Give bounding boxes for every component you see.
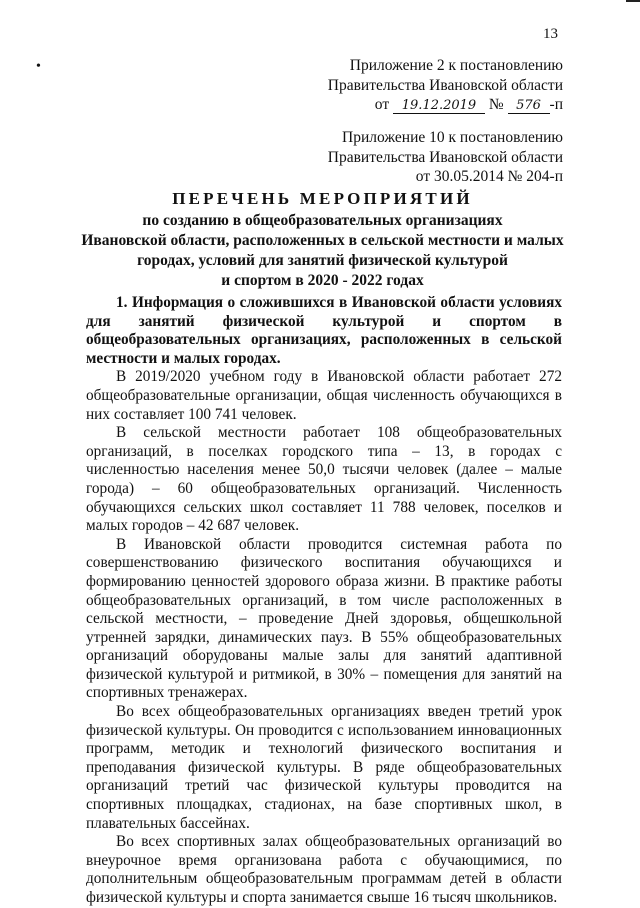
paragraph: В 2019/2020 учебном году в Ивановской области работает 272 общеобразовательные организации, общая численность обучающихся в них составляет 100 741 человек. [86, 368, 562, 423]
appendix-10-block [328, 128, 563, 187]
scan-dot-mark: • [36, 59, 41, 74]
appendix-10-line2: Правительства Ивановской области [327, 148, 563, 166]
appendix-2-line2: Правительства Ивановской области [327, 76, 563, 94]
title-line-3: городах, условий для занятий физической культурой [137, 252, 508, 269]
handwritten-number: 576 [508, 98, 550, 114]
number-suffix: -п [549, 96, 563, 113]
scan-edge-mark [626, 0, 640, 2]
paragraph: В Ивановской области проводится системная работа по совершенствованию физического воспитания обучающихся и формированию ценностей здорового образа жизни. В практике работы общеобразовательных организаций, в том числе расположенных в сельской местности, – проведение Дней здоровья, общешкольной утренней зарядки, динамических пауз. В 55% общеобразовательных организаций оборудованы малые залы для занятий адаптивной физической культурой и ритмикой, в 30% – помещения для занятий на спортивных тренажерах. [86, 535, 562, 702]
appendix-10-line3: от 30.05.2014 № 204-п [415, 168, 563, 185]
page-number: 13 [543, 26, 558, 42]
paragraph: Во всех спортивных залах общеобразовательных организаций во внеурочное время организована работа с обучающимися, по дополнительным общеобразовательным программам детей в области физической культуры и спорта занимается свыше 16 тысяч школьников. [86, 833, 562, 906]
appendix-10-line1: Приложение 10 к постановлению [342, 129, 563, 146]
section-heading: 1. Информация о сложившихся в Ивановской области условиях для занятий физической культурой и спортом в общеобразовательных организациях, расположенных в сельской местности и малых городах. [86, 294, 562, 367]
title-line-2: Ивановской области, расположенных в сельской местности и малых [81, 232, 564, 249]
appendix-2-block [328, 56, 563, 115]
title-main: ПЕРЕЧЕНЬ МЕРОПРИЯТИЙ [172, 189, 473, 208]
number-label: № [488, 96, 504, 113]
handwritten-date: 19.12.2019 [393, 98, 485, 114]
paragraph: Во всех общеобразовательных организациях введен третий урок физической культуры. Он проводится с использованием инновационных программ, методик и технологий физического воспитания и преподавания физической культуры. В ряде общеобразовательных организаций третий час физической культуры проводится на спортивных площадках, стадионах, на базе спортивных школ, в плавательных бассейнах. [86, 703, 562, 832]
title-line-1: по созданию в общеобразовательных организациях [142, 212, 503, 229]
title-line-4: и спортом в 2020 - 2022 годах [221, 272, 424, 289]
appendix-2-line1: Приложение 2 к постановлению [349, 57, 563, 74]
paragraph: В сельской местности работает 108 общеобразовательных организаций, в поселках городского типа – 13, в городах с численностью населения менее 50,0 тысячи человек (далее – малые города) – 60 общеобразовательных организаций. Численность обучающихся сельских школ составляет 11 788 человек, поселков и малых городов – 42 687 человек. [86, 424, 562, 535]
document-body [86, 294, 562, 908]
appendix-2-date-line [328, 95, 563, 115]
from-label: от [374, 96, 390, 113]
document-title [60, 187, 585, 291]
